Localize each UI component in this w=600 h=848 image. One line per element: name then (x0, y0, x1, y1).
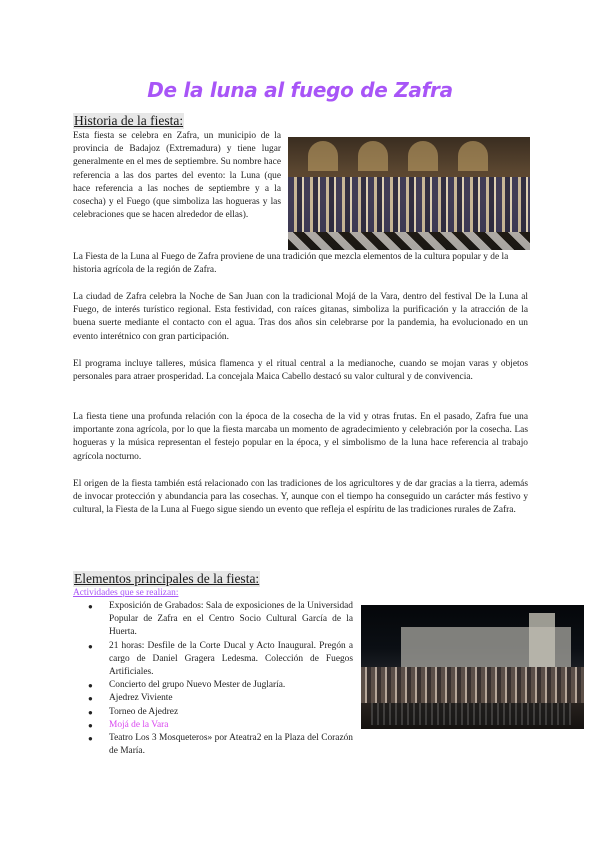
list-item: ● 21 horas: Desfile de la Corte Ducal y Acto Inaugural. Pregón a cargo de Daniel Gragera Ledesma. Colección de Fuegos Artificiales. (88, 640, 353, 678)
bullet-icon: ● (88, 694, 93, 704)
procession-photo (288, 137, 530, 250)
list-item-highlighted: ● Mojá de la Vara (73, 719, 353, 732)
historia-paragraph-4: La fiesta tiene una profunda relación con la época de la cosecha de la vid y otras frutas. En el pasado, Zafra fue una importante zona agrícola, por lo que la fiesta marcaba un momento de agradecimiento y celebración por la cosecha. Las hogueras y la música representan el festejo popular en la época, y el simbolismo de la luna hace referencia al trabajo agrícola nocturno. (73, 412, 528, 462)
historia-paragraph-3: El programa incluye talleres, música flamenca y el ritual central a la medianoche, cuando se mojan varas y objetos personales para atraer prosperidad. La concejala Maica Cabello destacó su valor cultural y de convivencia. (73, 359, 528, 383)
list-item: ● Exposición de Grabados: Sala de exposiciones de la Universidad Popular de Zafra en el Centro Socio Cultural García de la Huerta. (88, 601, 353, 638)
list-item: ● Ajedrez Viviente (73, 692, 353, 705)
activities-list (73, 600, 353, 758)
bullet-icon: ● (88, 641, 93, 651)
bullet-icon: ● (88, 720, 93, 730)
activities-subheading: Actividades que se realizan: (73, 588, 179, 598)
list-item: ● Concierto del grupo Nuevo Mester de Juglaría. (73, 679, 353, 692)
section-heading-historia: Historia de la fiesta: (74, 113, 184, 128)
bullet-icon: ● (88, 734, 93, 744)
historia-paragraph-5: El origen de la fiesta también está relacionado con las tradiciones de los agricultores y de dar gracias a la tierra, además de invocar protección y abundancia para las cosechas. Y, aunque con el tiempo ha conseguido un carácter más festivo y cultural, la Fiesta de la Luna al Fuego sigue siendo un evento que refleja el espíritu de las tradiciones rurales de Zafra. (73, 479, 528, 516)
night-festival-photo (361, 605, 584, 729)
bullet-icon: ● (88, 602, 93, 611)
historia-paragraph-1: La Fiesta de la Luna al Fuego de Zafra proviene de una tradición que mezcla elementos de la cultura popular y de la historia agrícola de la región de Zafra. (73, 252, 509, 276)
historia-intro-paragraph: Esta fiesta se celebra en Zafra, un municipio de la provincia de Badajoz (Extremadura) y tiene lugar generalmente en el mes de septiembre. Su nombre hace referencia a las dos partes del evento: la Luna (que hace referencia a las noches de septiembre y a la cosecha) y el Fuego (que simboliza las hogueras y las celebraciones que se hacen alrededor de ellas). (73, 131, 281, 221)
bullet-icon: ● (88, 681, 93, 691)
list-item: ● Teatro Los 3 Mosqueteros» por Ateatra2 en la Plaza del Corazón de María. (88, 733, 353, 757)
bullet-icon: ● (88, 707, 93, 717)
historia-paragraph-2: La ciudad de Zafra celebra la Noche de San Juan con la tradicional Mojá de la Vara, dentro del festival De la Luna al Fuego, de interés turístico regional. Esta festividad, con raíces gitanas, simboliza la purificación y la atracción de la buena suerte mediante el contacto con el agua. Tras dos años sin celebrarse por la pandemia, ha evolucionado en un evento interétnico con gran participación. (73, 292, 528, 342)
section-heading-elementos: Elementos principales de la fiesta: (74, 571, 260, 586)
page-title: De la luna al fuego de Zafra (147, 78, 453, 102)
list-item: ● Torneo de Ajedrez (73, 706, 353, 719)
